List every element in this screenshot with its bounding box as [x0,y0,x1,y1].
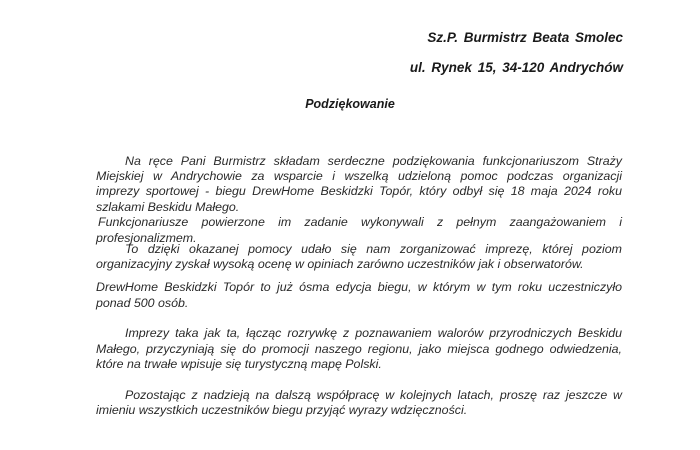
text-line: profesjonalizmem. [96,231,197,245]
text-line: imieniu wszystkich uczestników biegu przyjąć wyrazy wdzięczności. [96,403,468,417]
text-line: imprezy sportowej - biegu DrewHome Beskidzki Topór, który odbył się 18 maja 2024 roku [96,184,622,198]
text-line: szlakami Beskidu Małego. [96,200,240,214]
recipient-address: ul. Rynek 15, 34-120 Andrychów [409,60,623,75]
text-line: DrewHome Beskidzki Topór to już ósma edycja biegu, w którym w tym roku uczestniczyło [96,280,622,294]
text-line: Miejskiej w Andrychowie za wsparcie i wszelką udzieloną pomoc podczas organizacji [96,169,622,183]
text-line: które na trwałe wpisuje się turystyczną mapę Polski. [96,357,382,371]
text-line: ponad 500 osób. [96,296,189,310]
text-line: Funkcjonariusze powierzone im zadanie wykonywali z pełnym zaangażowaniem i [98,215,622,229]
recipient-name: Sz.P. Burmistrz Beata Smolec [427,30,623,45]
letter-title: Podziękowanie [305,97,395,111]
text-line: Małego, przyczyniają się do promocji naszego regionu, jako miejsca godnego odwiedzenia, [96,342,622,356]
text-line: Imprezy taka jak ta, łącząc rozrywkę z poznawaniem walorów przyrodniczych Beskidu [125,326,622,340]
text-line: Pozostając z nadzieją na dalszą współpracę w kolejnych latach, proszę raz jeszcze w [125,388,622,402]
text-line: Na ręce Pani Burmistrz składam serdeczne podziękowania funkcjonariuszom Straży [125,154,622,168]
text-line: To dzięki okazanej pomocy udało się nam zorganizować imprezę, której poziom [125,242,622,256]
text-line: organizacyjny zyskał wysoką ocenę w opiniach zarówno uczestników jak i obserwatorów. [96,257,584,271]
